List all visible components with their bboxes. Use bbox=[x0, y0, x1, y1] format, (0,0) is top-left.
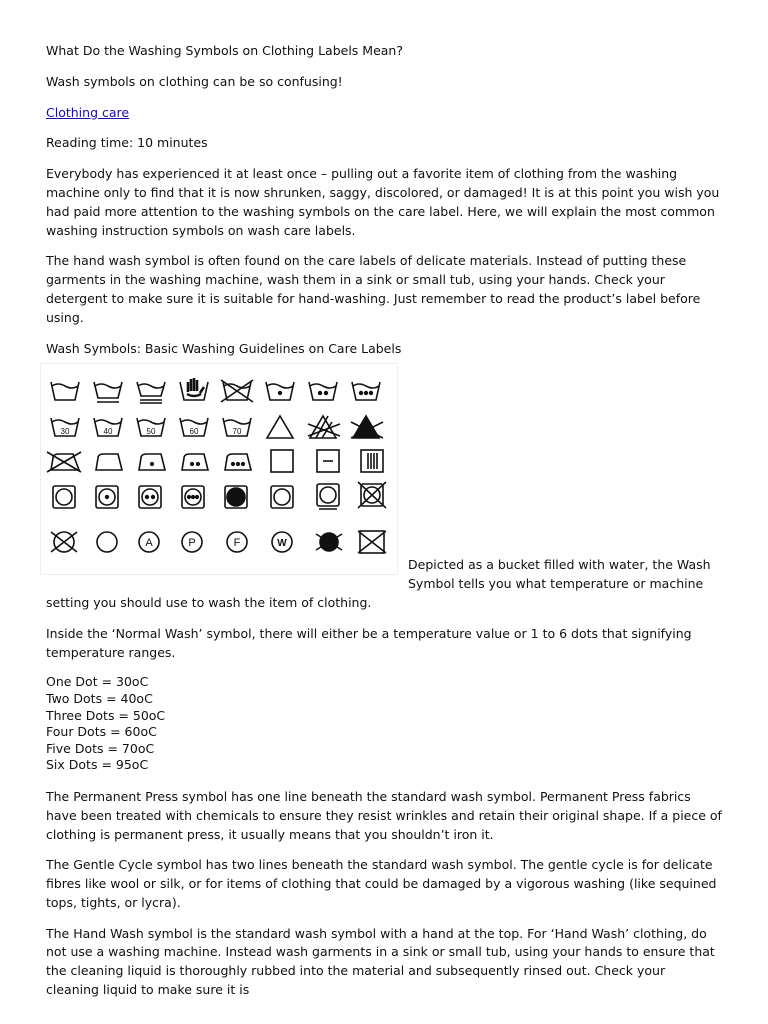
wash-symbol-row-3 bbox=[47, 450, 383, 472]
do-not-wash-icon bbox=[221, 380, 253, 402]
wash-two-dots-icon bbox=[309, 382, 337, 400]
dry-clean-icon bbox=[97, 532, 117, 552]
permanent-press-wash-icon bbox=[94, 382, 122, 402]
temp-label: 70 bbox=[232, 427, 242, 437]
wash-one-dot-icon bbox=[266, 382, 294, 400]
iron-low-icon bbox=[139, 454, 165, 470]
solvent-letter: P bbox=[188, 537, 196, 550]
list-item: One Dot = 30oC bbox=[46, 674, 149, 690]
iron-icon bbox=[96, 454, 122, 470]
wash-symbol-row-1 bbox=[51, 378, 380, 403]
page-title: What Do the Washing Symbols on Clothing Labels Mean? bbox=[46, 43, 403, 58]
list-item: Four Dots = 60oC bbox=[46, 724, 157, 740]
temp-label: 50 bbox=[146, 427, 156, 437]
temp-label: 30 bbox=[60, 427, 70, 437]
do-not-bleach-icon bbox=[351, 416, 383, 438]
hand-wash-paragraph: The Hand Wash symbol is the standard wash symbol with a hand at the top. For ‘Hand Wash’ clothing, do not use a washing machine. Instead wash garments in a sink or small tub, using your hands to ensure that the cleaning liquid is thoroughly rubbed into the material and subsequently rinsed out. Check your cleaning liquid to make sure it is bbox=[46, 925, 715, 998]
tumble-dry-permanent-press-icon bbox=[317, 484, 339, 509]
normal-wash-paragraph: Inside the ‘Normal Wash’ symbol, there will either be a temperature value or 1 to 6 dots that signifying temperature ranges. bbox=[46, 625, 692, 660]
tumble-dry-low-icon bbox=[96, 486, 118, 508]
iron-high-icon bbox=[225, 454, 251, 470]
tumble-dry-no-heat-icon bbox=[225, 486, 247, 508]
temp-label: 40 bbox=[103, 427, 113, 437]
do-not-dry-clean-icon bbox=[51, 532, 77, 552]
solvent-letter: F bbox=[233, 537, 241, 550]
list-item: Five Dots = 70oC bbox=[46, 740, 155, 756]
non-chlorine-bleach-icon bbox=[308, 416, 340, 438]
wash-three-dots-icon bbox=[352, 382, 380, 400]
hand-wash-icon bbox=[180, 378, 208, 400]
temp-label: 60 bbox=[189, 427, 199, 437]
tumble-dry-medium-icon bbox=[139, 486, 161, 508]
iron-medium-icon bbox=[182, 454, 208, 470]
do-not-iron-icon bbox=[47, 452, 81, 472]
dry-icon bbox=[271, 450, 293, 472]
list-item: Six Dots = 95oC bbox=[46, 757, 149, 773]
wash-symbols-chart bbox=[40, 363, 398, 575]
dots-temperature-list bbox=[46, 674, 722, 774]
wash-symbol-row-5 bbox=[51, 531, 386, 553]
bleach-icon bbox=[267, 416, 293, 438]
tumble-dry-normal-icon bbox=[271, 486, 293, 508]
drip-dry-icon bbox=[361, 450, 383, 472]
gentle-wash-icon bbox=[137, 382, 165, 403]
tumble-dry-icon bbox=[53, 486, 75, 508]
solvent-letter: A bbox=[145, 537, 153, 550]
bucket-caption: Depicted as a bucket filled with water, the Wash Symbol tells you what temperature or machine setting you should use to wash the item of clothing. bbox=[46, 557, 711, 610]
document-page bbox=[46, 42, 722, 1012]
list-item: Two Dots = 40oC bbox=[46, 690, 153, 706]
do-not-tumble-dry-icon bbox=[358, 482, 386, 508]
list-item: Three Dots = 50oC bbox=[46, 707, 166, 723]
wash-symbol-row-4 bbox=[53, 482, 386, 509]
solvent-letter: W bbox=[277, 538, 287, 550]
reading-time: Reading time: 10 minutes bbox=[46, 135, 208, 151]
do-not-wet-clean-icon bbox=[316, 533, 342, 551]
intro-paragraph: Everybody has experienced it at least once – pulling out a favorite item of clothing from the washing machine only to find that it is now shrunken, saggy, discolored, or damaged! It is at this point you wish you had paid more attention to the washing symbols on the care label. Here, we will explain the most common washing instruction symbols on wash care labels. bbox=[46, 166, 720, 238]
category-link[interactable]: Clothing care bbox=[46, 104, 130, 120]
permanent-press-paragraph: The Permanent Press symbol has one line beneath the standard wash symbol. Permanent Press fabrics have been treated with chemicals to ensure they resist wrinkles and retain their original shape. If a piece of clothing is permanent press, it usually means that you shouldn’t iron it. bbox=[46, 788, 722, 842]
dry-flat-icon bbox=[317, 450, 339, 472]
hand-wash-intro-paragraph: The hand wash symbol is often found on the care labels of delicate materials. Instead of putting these garments in the washing machine, wash them in a sink or small tub, using your hands. Check your detergent to make sure it is suitable for hand-washing. Just remember to read the product’s label before using. bbox=[46, 253, 701, 325]
normal-wash-icon bbox=[51, 382, 79, 400]
wash-symbol-row-2 bbox=[51, 416, 383, 438]
section-heading: Wash Symbols: Basic Washing Guidelines on Care Labels bbox=[46, 340, 402, 356]
tumble-dry-high-icon bbox=[182, 486, 204, 508]
subtitle: Wash symbols on clothing can be so confusing! bbox=[46, 73, 343, 89]
wash-symbols-grid bbox=[41, 364, 397, 574]
do-not-dry-clean-square-icon bbox=[358, 531, 386, 553]
gentle-cycle-paragraph: The Gentle Cycle symbol has two lines beneath the standard wash symbol. The gentle cycle is for delicate fibres like wool or silk, or for items of clothing that could be damaged by a vigorous washing (like sequined tops, tights, or lycra). bbox=[46, 857, 717, 910]
